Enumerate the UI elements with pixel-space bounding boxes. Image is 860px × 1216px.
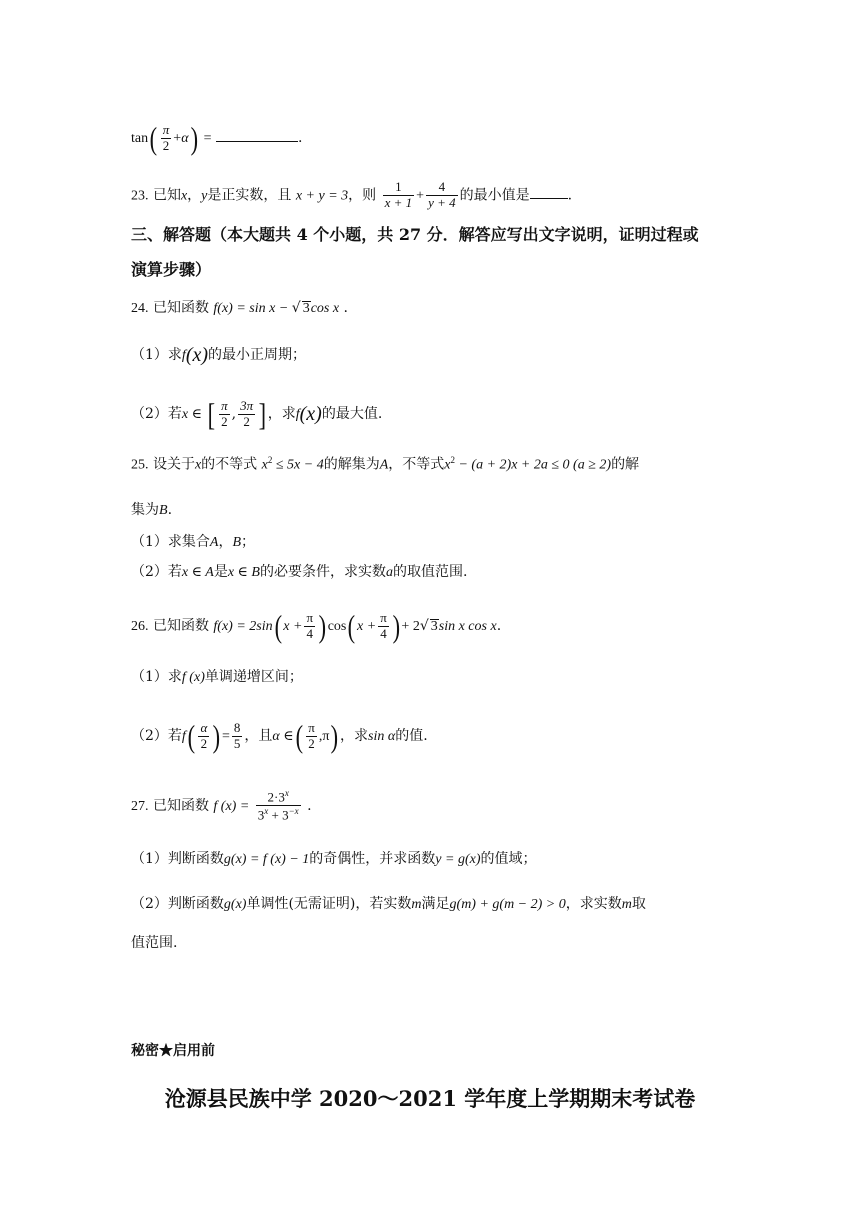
fraction: $\frac{1}{x + 1}$ (384, 179, 413, 210)
left-bracket: [ (208, 396, 216, 432)
fraction: $\frac{\pi}{2}$ (162, 121, 170, 153)
answer-blank (530, 198, 568, 199)
question-25: 25. 设关于x的不等式 $x^2 \le 5x - 4$的解集为A，不等式$x^2 - (a + 2)x + 2a \le 0$ (a ≥ 2)的解 (131, 455, 640, 473)
q25-part1: （1）求集合A，B； (131, 534, 256, 550)
fraction: $\frac{\pi}{4}$ (380, 609, 387, 641)
q27-part1: （1）判断函数g(x) = f (x) − 1的奇偶性，并求函数y = g(x)的值域； (131, 851, 537, 867)
q24-part1: （1）求f(x)的最小正周期； (131, 344, 307, 366)
answer-blank (216, 141, 298, 142)
question-23: 23. 已知x，y是正实数，且 x + y = 3，则 $\frac{1}{x + 1}$ + $\frac{4}{y + 4}$ 的最小值是 . (131, 179, 573, 210)
fraction: $\frac{8}{5}$ (233, 719, 241, 751)
left-paren: ( (274, 608, 282, 644)
q27-part2: （2）判断函数g(x)单调性(无需证明)，若实数m满足g(m) + g(m − 2) > 0，求实数m取 (131, 896, 646, 912)
q24-part2: （2）若x ∈ [ $\frac{\pi}{2}$ , $\frac{3\pi}{2}$ ] ，求f(x)的最大值. (131, 396, 383, 432)
left-paren: ( (149, 120, 158, 156)
question-27: 27. 已知函数 f (x) = $\frac{2\cdot 3^x}{3^x + 3^{-x}}$ . (131, 788, 312, 823)
fraction: $\frac{\alpha}{2}$ (200, 719, 208, 751)
q27-part2-cont: 值范围. (131, 935, 178, 951)
q25-part2: （2）若x ∈ A是x ∈ B的必要条件，求实数a的取值范围. (131, 564, 468, 580)
question-24: 24. 已知函数 f(x) = sin x − √ 3cos x . (131, 300, 348, 316)
fraction: $\frac{\pi}{2}$ (308, 719, 315, 751)
q22-tail: tan( $\frac{\pi}{2}$ +α) = . (131, 120, 303, 156)
right-paren: ) (330, 718, 339, 754)
right-bracket: ] (258, 396, 267, 432)
fraction: $\frac{\pi}{4}$ (306, 609, 314, 641)
q25-line2: 集为B. (131, 502, 173, 518)
question-26: 26. 已知函数 f(x) = 2sin( x + $\frac{\pi}{4}$ ) cos( x + $\frac{\pi}{4}$ ) + 2√ 3sin x cos x. (131, 608, 502, 644)
exam-title: 沧源县民族中学 2020～2021 学年度上学期期末考试卷 (164, 1086, 696, 1111)
fraction: $\frac{4}{y + 4}$ (428, 179, 456, 210)
section-heading-cont: 演算步骤） (131, 260, 212, 279)
q26-part1: （1）求f (x)单调递增区间； (131, 669, 303, 685)
sqrt-sign: √ (291, 300, 301, 316)
right-paren: ) (212, 718, 221, 754)
left-paren: ( (295, 718, 303, 754)
confidential-label: 秘密★启用前 (131, 1043, 215, 1059)
left-paren: ( (347, 608, 356, 644)
fraction: $\frac{\pi}{2}$ (221, 397, 228, 429)
right-paren: ) (318, 608, 327, 644)
fraction: $\frac{3\pi}{2}$ (240, 397, 254, 429)
right-paren: ) (392, 608, 400, 644)
sqrt-sign: √ (419, 618, 429, 634)
right-paren: ) (190, 120, 198, 156)
left-paren: ( (187, 718, 195, 754)
fraction: $\frac{2\cdot 3^x}{3^x + 3^{-x}}$ (257, 788, 299, 823)
q26-part2: （2）若f( $\frac{\alpha}{2}$ ) = $\frac{8}{5}$ ，且α ∈( $\frac{\pi}{2}$ ,π) ，求sin α的值. (131, 718, 428, 754)
section-heading: 三、解答题（本大题共 4 个小题，共 27 分．解答应写出文字说明，证明过程或 (131, 225, 699, 244)
